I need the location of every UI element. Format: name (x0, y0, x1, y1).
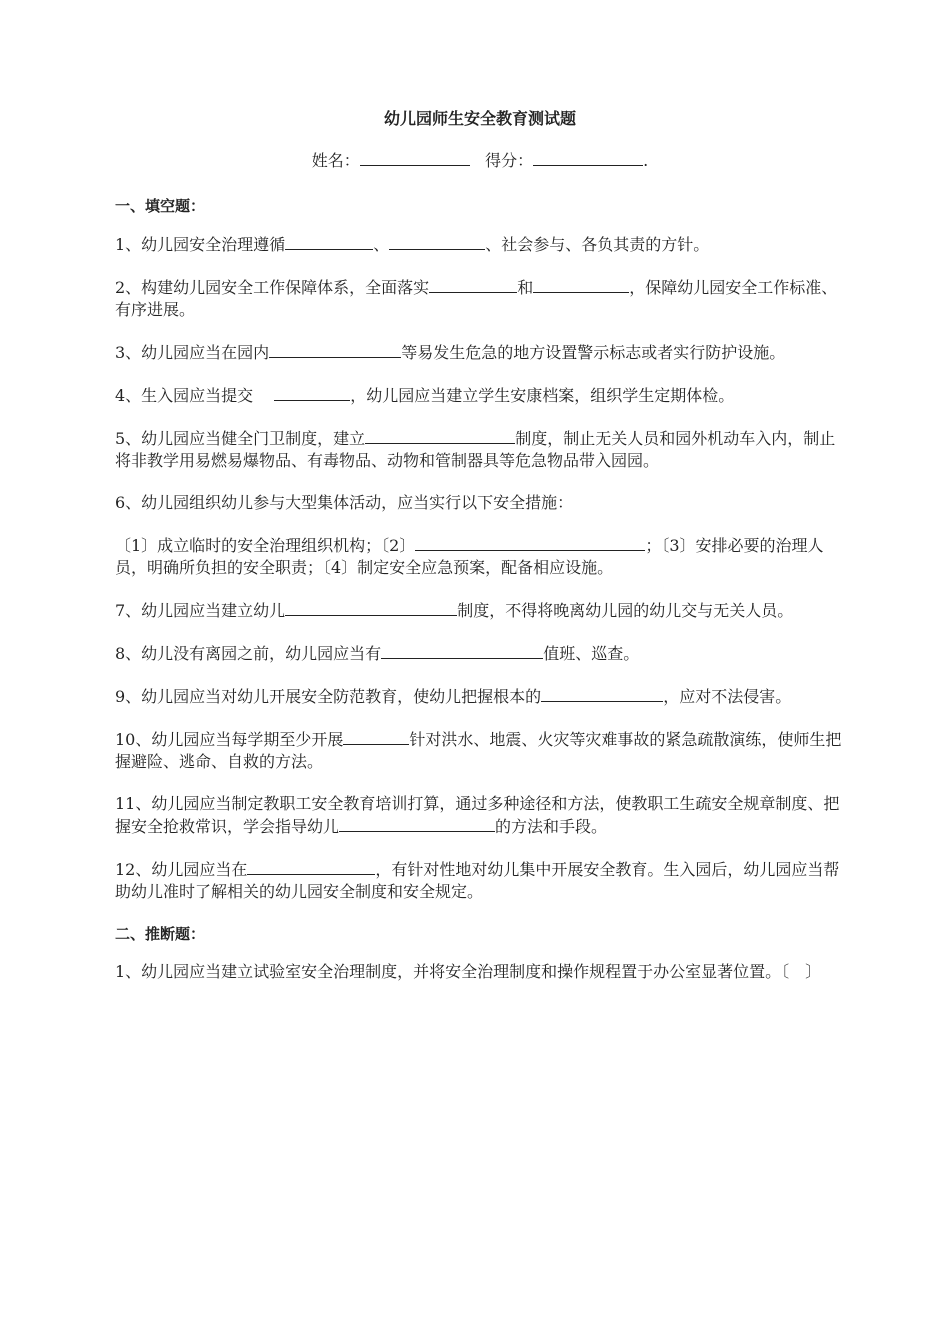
answer-blank[interactable] (541, 685, 663, 702)
answer-blank[interactable] (343, 728, 409, 745)
question-3: 3、幼儿园应当在园内 等易发生危急的地方设置警示标志或者实行防护设施。 (115, 343, 786, 362)
answer-blank[interactable] (533, 276, 629, 293)
answer-blank[interactable] (415, 534, 645, 551)
page-title: 幼儿园师生安全教育测试题 (383, 109, 576, 128)
name-blank[interactable] (360, 149, 470, 166)
answer-blank[interactable] (339, 815, 495, 832)
answer-blank[interactable] (365, 427, 515, 444)
question-2: 2、构建幼儿园安全工作保障体系，全面落实 和 ，保障幼儿园安全工作标准、有序进展。 (115, 278, 838, 319)
name-label: 姓名： (311, 151, 360, 170)
question-9: 9、幼儿园应当对幼儿开展安全防范教育，使幼儿把握根本的 ，应对不法侵害。 (115, 687, 792, 706)
question-5: 5、幼儿园应当健全门卫制度，建立 制度，制止无关人员和园外机动车入内，制止将非教学用易燃易爆物品、有毒物品、动物和管制器具等危急物品带入园园。 (115, 429, 836, 470)
question-11: 11、幼儿园应当制定教职工安全教育培训打算，通过多种途径和方法，使教职工生疏安全规章制度、把握安全抢救常识，学会指导幼儿 的方法和手段。 (115, 794, 840, 836)
judge-question-1: 1、幼儿园应当建立试验室安全治理制度，并将安全治理制度和操作规程置于办公室显著位置。〔 〕 (115, 962, 822, 981)
answer-blank[interactable] (381, 642, 543, 659)
answer-blank[interactable] (274, 384, 350, 401)
section-judgement: 二、推断题： (115, 925, 206, 943)
question-4: 4、生入园应当提交 ，幼儿园应当建立学生安康档案，组织学生定期体检。 (115, 386, 735, 405)
answer-blank[interactable] (389, 233, 485, 250)
question-12: 12、幼儿园应当在 ，有针对性地对幼儿集中开展安全教育。生入园后，幼儿园应当帮助幼儿准时了解相关的幼儿园安全制度和安全规定。 (115, 860, 840, 901)
end-mark: . (643, 151, 649, 170)
question-1: 1、幼儿园安全治理遵循 、 、社会参与、各负其责的方针。 (115, 235, 710, 254)
question-8: 8、幼儿没有离园之前，幼儿园应当有 值班、巡查。 (115, 644, 640, 663)
answer-blank[interactable] (429, 276, 517, 293)
question-6-measures: 〔1〕成立临时的安全治理组织机构；〔2〕 ；〔3〕安排必要的治理人员，明确所负担的安全职责；〔4〕制定安全应急预案，配备相应设施。 (115, 536, 824, 577)
score-label: 得分： (485, 151, 534, 170)
answer-blank[interactable] (285, 599, 457, 616)
answer-blank[interactable] (269, 341, 401, 358)
answer-blank[interactable] (285, 233, 373, 250)
score-blank[interactable] (533, 149, 643, 166)
answer-blank[interactable] (247, 858, 375, 875)
question-6: 6、幼儿园组织幼儿参与大型集体活动，应当实行以下安全措施： (115, 493, 574, 512)
question-7: 7、幼儿园应当建立幼儿 制度，不得将晚离幼儿园的幼儿交与无关人员。 (115, 601, 794, 620)
document-page (115, 104, 845, 1003)
question-10: 10、幼儿园应当每学期至少开展 针对洪水、地震、火灾等灾难事故的紧急疏散演练，使师生把握避险、逃命、自救的方法。 (115, 730, 842, 771)
section-fill-in: 一、填空题： (115, 197, 206, 215)
name-score-line (115, 149, 845, 173)
